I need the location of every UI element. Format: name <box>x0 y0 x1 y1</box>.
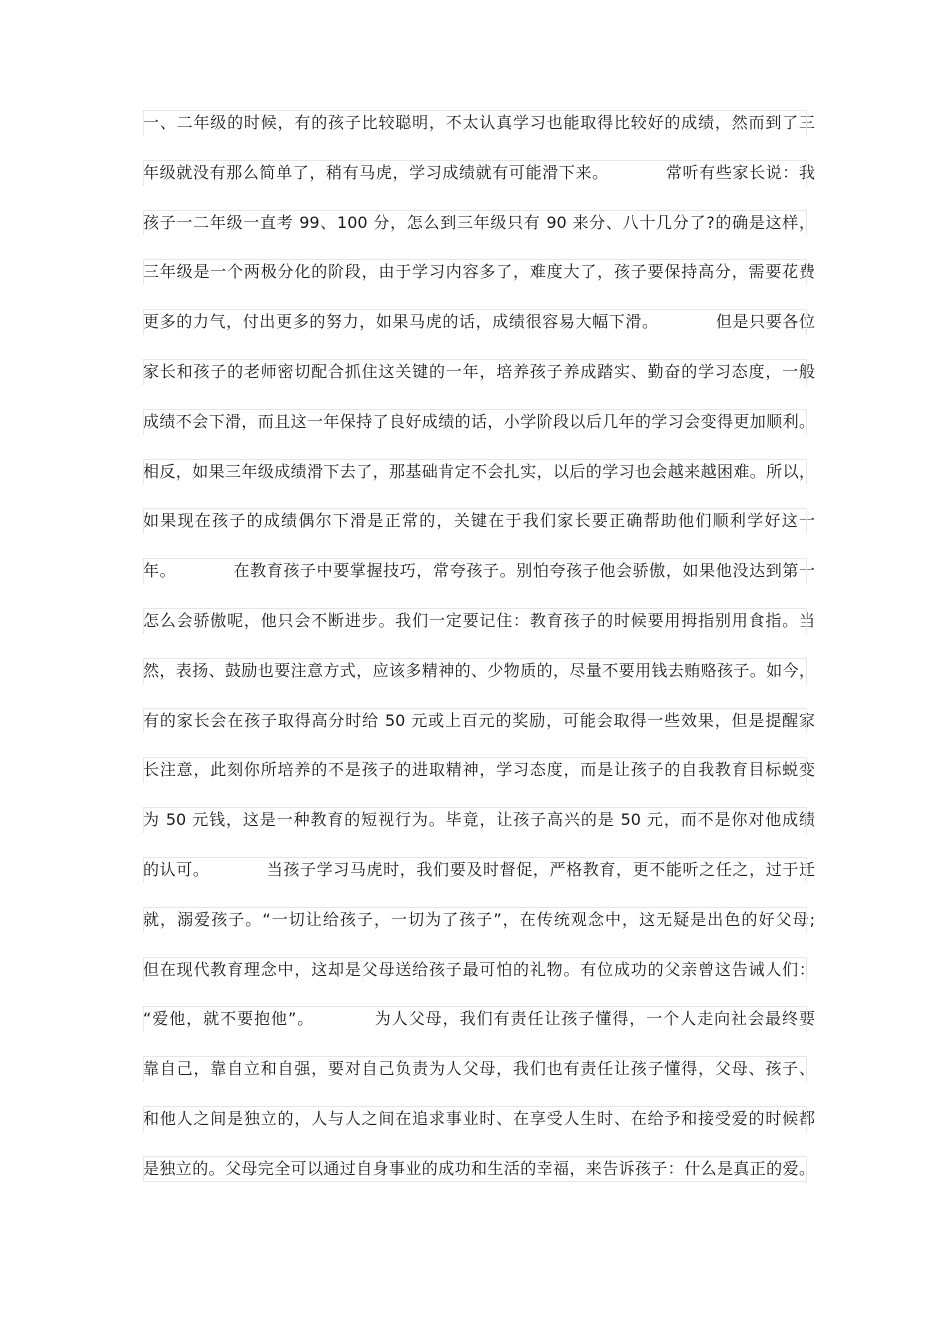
text-line: 为 50 元钱，这是一种教育的短视行为。毕竟，让孩子高兴的是 50 元，而不是你对他成绩 <box>143 795 815 845</box>
text-line: 靠自己，靠自立和自强，要对自己负责为人父母，我们也有责任让孩子懂得，父母、孩子、 <box>143 1044 815 1094</box>
text-line: 家长和孩子的老师密切配合抓住这关键的一年，培养孩子养成踏实、勤奋的学习态度，一般 <box>143 347 815 397</box>
document-body <box>143 98 815 1194</box>
text-line: 如果现在孩子的成绩偶尔下滑是正常的，关键在于我们家长要正确帮助他们顺利学好这一 <box>143 496 815 546</box>
text-line: 三年级是一个两极分化的阶段，由于学习内容多了，难度大了，孩子要保持高分，需要花费 <box>143 247 815 297</box>
text-line: 相反，如果三年级成绩滑下去了，那基础肯定不会扎实，以后的学习也会越来越困难。所以， <box>143 447 815 497</box>
text-line: “爱他，就不要抱他”。 为人父母，我们有责任让孩子懂得，一个人走向社会最终要 <box>143 994 815 1044</box>
text-line: 和他人之间是独立的，人与人之间在追求事业时、在享受人生时、在给予和接受爱的时候都 <box>143 1094 815 1144</box>
text-line: 的认可。 当孩子学习马虎时，我们要及时督促，严格教育，更不能听之任之，过于迁 <box>143 845 815 895</box>
text-line: 有的家长会在孩子取得高分时给 50 元或上百元的奖励，可能会取得一些效果，但是提醒家 <box>143 696 815 746</box>
text-line: 然，表扬、鼓励也要注意方式，应该多精神的、少物质的，尽量不要用钱去贿赂孩子。如今， <box>143 646 815 696</box>
text-line: 一、二年级的时候，有的孩子比较聪明，不太认真学习也能取得比较好的成绩，然而到了三 <box>143 98 815 148</box>
text-line: 怎么会骄傲呢，他只会不断进步。我们一定要记住：教育孩子的时候要用拇指别用食指。当 <box>143 596 815 646</box>
text-line: 就，溺爱孩子。“一切让给孩子，一切为了孩子”，在传统观念中，这无疑是出色的好父母; <box>143 895 815 945</box>
text-line: 是独立的。父母完全可以通过自身事业的成功和生活的幸福，来告诉孩子：什么是真正的爱。 <box>143 1144 815 1194</box>
text-line: 年。 在教育孩子中要掌握技巧，常夸孩子。别怕夸孩子他会骄傲，如果他没达到第一 <box>143 546 815 596</box>
text-line: 孩子一二年级一直考 99、100 分，怎么到三年级只有 90 来分、八十几分了?的确是这样， <box>143 198 815 248</box>
text-line: 年级就没有那么简单了，稍有马虎，学习成绩就有可能滑下来。 常听有些家长说：我 <box>143 148 815 198</box>
text-line: 成绩不会下滑，而且这一年保持了良好成绩的话，小学阶段以后几年的学习会变得更加顺利。 <box>143 397 815 447</box>
text-line: 但在现代教育理念中，这却是父母送给孩子最可怕的礼物。有位成功的父亲曾这告诫人们： <box>143 945 815 995</box>
text-line: 更多的力气，付出更多的努力，如果马虎的话，成绩很容易大幅下滑。 但是只要各位 <box>143 297 815 347</box>
text-line: 长注意，此刻你所培养的不是孩子的进取精神，学习态度，而是让孩子的自我教育目标蜕变 <box>143 745 815 795</box>
